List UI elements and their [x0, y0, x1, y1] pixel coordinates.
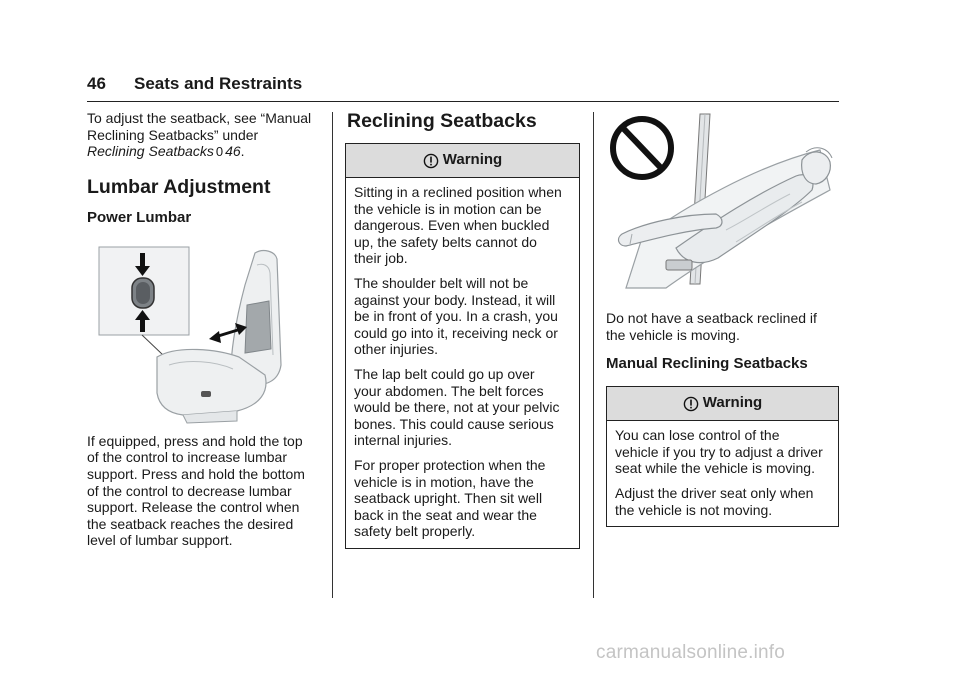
illustration-caption [606, 310, 839, 343]
body-line: bones. This could cause serious [354, 415, 554, 432]
cross-reference-page: 46 [225, 143, 241, 160]
body-line: The lap belt could go up over [354, 365, 535, 382]
warning-body [346, 178, 579, 548]
body-line: of the control to increase lumbar [87, 449, 287, 466]
column-right [606, 110, 839, 527]
body-line: up, the safety belts cannot do [354, 233, 537, 250]
body-line: The shoulder belt will not be [354, 274, 529, 291]
body-line: seatback upright. Then sit well [354, 490, 543, 507]
intro-line: To adjust the seatback, see “Manual [87, 110, 312, 126]
warning-body [607, 421, 838, 526]
body-line: You can lose control of the [615, 427, 780, 444]
warning-paragraph [354, 275, 571, 358]
caption-line: the vehicle is moving. [606, 326, 740, 343]
warning-box [606, 386, 839, 527]
body-line: could go into it, receiving neck or [354, 324, 558, 341]
warning-paragraph [354, 184, 571, 267]
caption-line: Do not have a seatback reclined if [606, 310, 817, 326]
column-middle [345, 110, 580, 549]
lumbar-adjustment-heading: Lumbar Adjustment [87, 175, 271, 198]
column-divider-left [332, 112, 333, 598]
lumbar-description [87, 433, 322, 549]
cross-reference-title: Reclining Seatbacks [87, 143, 214, 160]
body-line: the vehicle is not moving. [615, 501, 773, 518]
body-line: level of lumbar support. [87, 532, 233, 549]
manual-reclining-heading: Manual Reclining Seatbacks [606, 355, 808, 373]
warning-title: Warning [702, 394, 763, 412]
body-line: the vehicle is in motion can be [354, 200, 542, 217]
column-divider-right [593, 112, 594, 598]
warning-header [607, 387, 838, 421]
warning-paragraph [354, 457, 571, 540]
warning-paragraph [615, 427, 830, 477]
section-title: Seats and Restraints [134, 74, 303, 93]
power-lumbar-heading: Power Lumbar [87, 208, 192, 226]
body-line: be in front of you. In a crash, you [354, 308, 558, 325]
intro-line: Reclining Seatbacks” under [87, 126, 259, 143]
column-left [87, 110, 322, 549]
page-reference-icon: 0 [215, 144, 224, 160]
body-line: back in the seat and wear the [354, 506, 537, 523]
body-line: your abdomen. The belt forces [354, 382, 544, 399]
warning-paragraph [354, 366, 571, 449]
warning-header [346, 144, 579, 178]
watermark: carmanualsonline.info [596, 642, 786, 663]
body-line: Sitting in a reclined position when [354, 184, 562, 200]
body-line: would be there, not at your pelvic [354, 399, 560, 416]
body-line: against your body. Instead, it will [354, 291, 556, 308]
body-line: vehicle if you try to adjust a driver [615, 443, 823, 460]
body-line: support. Release the control when [87, 499, 300, 516]
seat-lumbar-icon [87, 245, 297, 427]
body-line: safety belt properly. [354, 523, 476, 540]
body-line: support. Press and hold the bottom [87, 465, 305, 482]
page-header [87, 72, 839, 102]
warning-title: Warning [442, 151, 503, 169]
cross-reference[interactable] [87, 143, 322, 161]
cross-reference-end: . [240, 143, 245, 160]
prohibited-recline-icon [606, 110, 834, 292]
body-line: dangerous. Even when buckled [354, 217, 550, 234]
reclining-seatbacks-heading: Reclining Seatbacks [347, 110, 537, 132]
body-line: the seatback reaches the desired [87, 515, 294, 532]
body-line: If equipped, press and hold the top [87, 432, 303, 449]
warning-icon [423, 153, 439, 169]
lumbar-control-illustration [87, 245, 297, 427]
body-line: seat while the vehicle is moving. [615, 460, 815, 477]
intro-paragraph [87, 110, 322, 161]
reclined-occupant-illustration [606, 110, 834, 292]
body-line: internal injuries. [354, 432, 453, 449]
body-line: vehicle is in motion, have the [354, 473, 534, 490]
body-line: other injuries. [354, 341, 439, 358]
warning-paragraph [615, 485, 830, 518]
warning-box [345, 143, 580, 549]
page-number: 46 [87, 74, 106, 93]
body-line: For proper protection when the [354, 456, 546, 473]
warning-icon [683, 396, 699, 412]
body-line: their job. [354, 250, 408, 267]
body-line: of the control to decrease lumbar [87, 482, 292, 499]
body-line: Adjust the driver seat only when [615, 484, 814, 501]
